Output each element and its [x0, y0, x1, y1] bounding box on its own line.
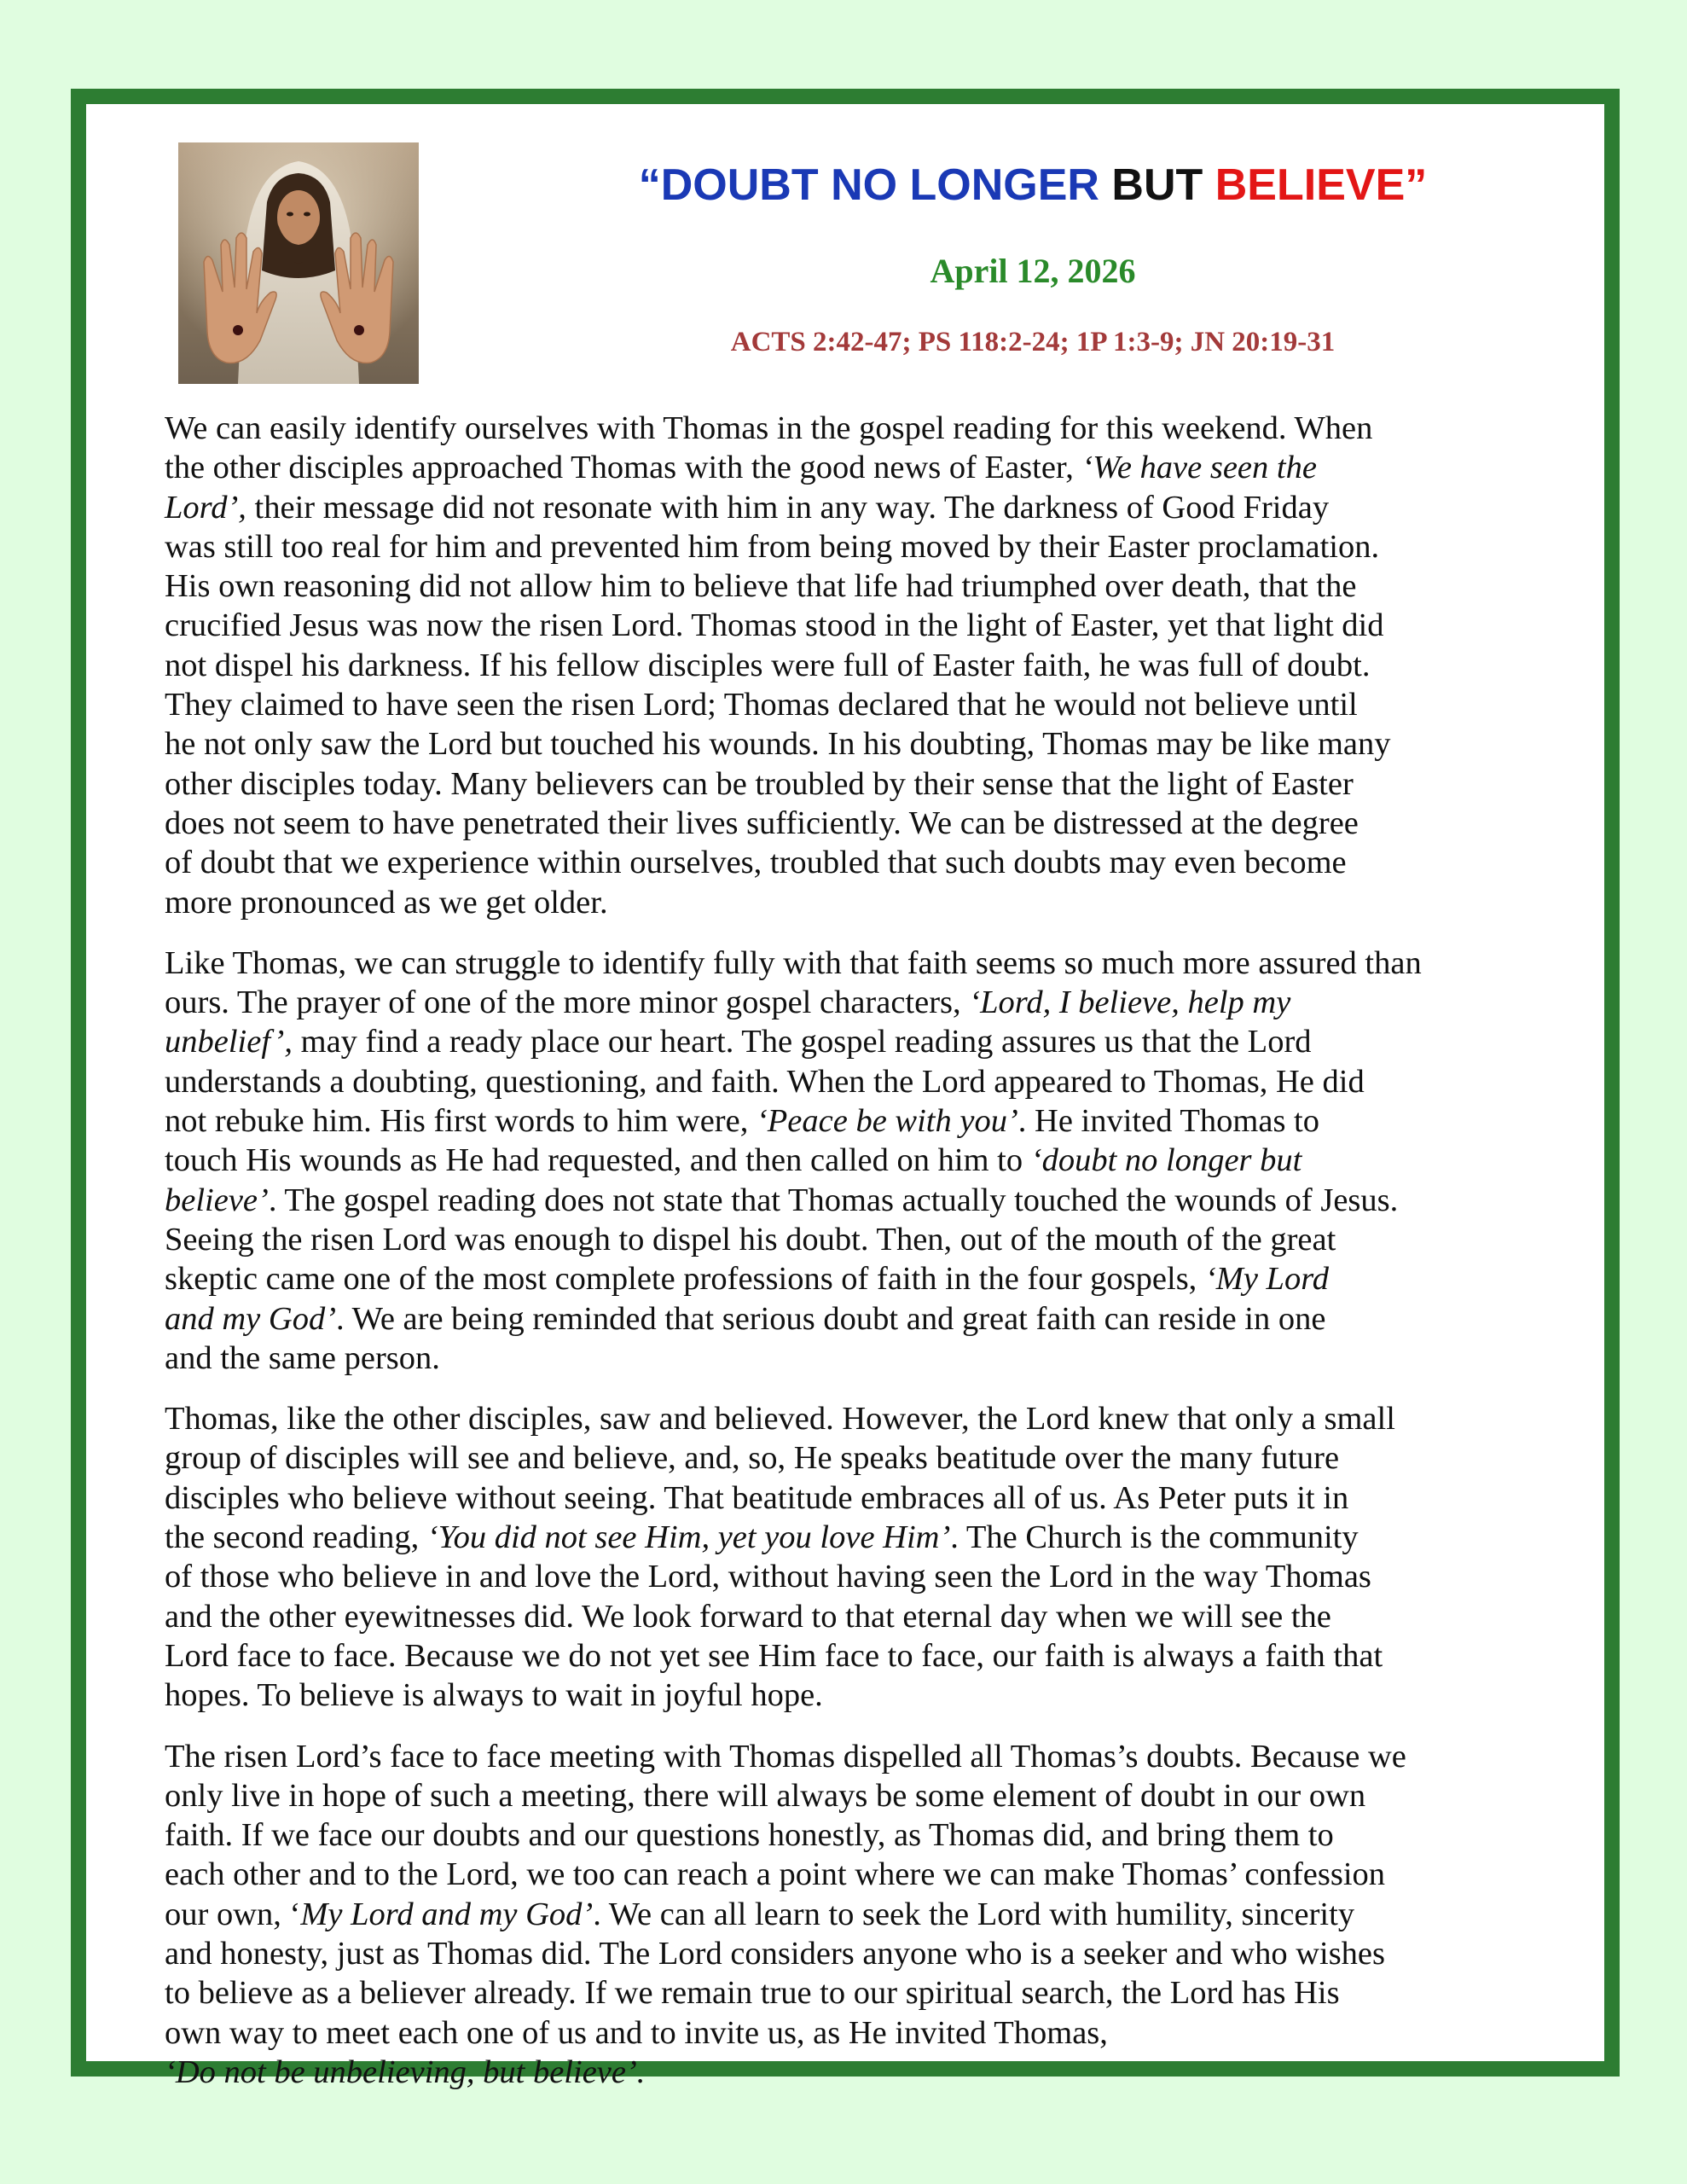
text-run: . The gospel reading does not state that Thomas actually touched the wounds of Jesus.: [268, 1182, 1399, 1218]
reflection-paragraph: [165, 409, 1615, 922]
reflection-body: [165, 409, 1615, 2113]
text-run: each other and to the Lord, we too can reach a point where we can make Thomas’ confession: [165, 1856, 1386, 1893]
text-run: the second reading,: [165, 1519, 427, 1556]
text-run: their message did not resonate with him in any way. The darkness of Good Friday: [246, 489, 1330, 526]
paragraph-line: [165, 1399, 1615, 1438]
paragraph-line: [165, 944, 1615, 983]
paragraph-line: [165, 409, 1615, 448]
title-believe: BELIEVE”: [1215, 160, 1428, 210]
paragraph-line: [165, 1855, 1615, 1894]
text-run: . We can all learn to seek the Lord with humility, sincerity: [593, 1896, 1355, 1932]
text-run: not rebuke him. His first words to him were,: [165, 1103, 757, 1140]
text-run: skeptic came one of the most complete professions of faith in the four gospels,: [165, 1261, 1205, 1298]
text-run: other disciples today. Many believers can be troubled by their sense that the light of Easter: [165, 765, 1354, 802]
paragraph-line: [165, 527, 1615, 566]
date-heading: April 12, 2026: [930, 252, 1136, 290]
paragraph-line: [165, 1299, 1615, 1339]
paragraph-line: [165, 1934, 1615, 1973]
text-run: does not seem to have penetrated their lives sufficiently. We can be distressed at the degree: [165, 804, 1359, 841]
paragraph-line: [165, 1438, 1615, 1478]
text-run: group of disciples will see and believe, and, so, He speaks beatitude over the many future: [165, 1440, 1340, 1477]
title-doubt-no-longer: “DOUBT NO LONGER: [638, 160, 1099, 210]
quoted-scripture-text: ‘You did not see Him, yet you love Him’: [426, 1519, 951, 1556]
text-run: . The Church is the community: [950, 1519, 1359, 1556]
reflection-paragraph: [165, 944, 1615, 1378]
paragraph-line: [165, 883, 1615, 922]
paragraph-line: [165, 2013, 1615, 2053]
quoted-scripture-text: ‘doubt no longer but: [1030, 1142, 1302, 1179]
text-run: our own, ‘: [165, 1896, 301, 1932]
text-run: Seeing the risen Lord was enough to dispel his doubt. Then, out of the mouth of the great: [165, 1221, 1336, 1258]
quoted-scripture-text: unbelief’,: [165, 1024, 293, 1060]
text-run: They claimed to have seen the risen Lord; Thomas declared that he would not believe until: [165, 687, 1358, 723]
paragraph-line: [165, 1141, 1615, 1180]
text-run: was still too real for him and prevented him from being moved by their Easter proclamation.: [165, 528, 1380, 565]
quoted-scripture-text: believe’: [165, 1182, 269, 1218]
text-run: may find a ready place our heart. The gospel reading assures us that the Lord: [293, 1024, 1312, 1060]
text-run: only live in hope of such a meeting, there will always be some element of doubt in our own: [165, 1777, 1366, 1814]
text-run: hopes. To believe is always to wait in joyful hope.: [165, 1677, 823, 1714]
quoted-scripture-text: ‘Lord, I believe, help my: [969, 985, 1291, 1021]
text-run: and the other eyewitnesses did. We look forward to that eternal day when we will see the: [165, 1598, 1331, 1635]
text-run: and the same person.: [165, 1339, 440, 1376]
paragraph-line: [165, 1597, 1615, 1636]
paragraph-line: [165, 1557, 1615, 1596]
paragraph-line: [165, 1895, 1615, 1934]
text-run: to believe as a believer already. If we remain true to our spiritual search, the Lord has His: [165, 1975, 1340, 2012]
text-run: the other disciples approached Thomas with the good news of Easter,: [165, 450, 1082, 486]
text-run: Like Thomas, we can struggle to identify fully with that faith seems so much more assured than: [165, 944, 1422, 981]
quoted-scripture-text: Lord’,: [165, 489, 246, 526]
text-run: Lord face to face. Because we do not yet see Him face to face, our faith is always a faith that: [165, 1637, 1383, 1674]
quoted-scripture-text: ‘We have seen the: [1081, 450, 1317, 486]
text-run: The risen Lord’s face to face meeting with Thomas dispelled all Thomas’s doubts. Because we: [165, 1738, 1406, 1774]
paragraph-line: [165, 1973, 1615, 2013]
text-run: touch His wounds as He had requested, and then called on him to: [165, 1142, 1031, 1179]
text-run: of doubt that we experience within ourselves, troubled that such doubts may even become: [165, 845, 1347, 881]
quoted-scripture-text: My Lord and my God’: [300, 1896, 594, 1932]
paragraph-line: [165, 1220, 1615, 1259]
text-run: His own reasoning did not allow him to believe that life had triumphed over death, that the: [165, 568, 1357, 605]
text-run: ours. The prayer of one of the more minor gospel characters,: [165, 985, 970, 1021]
paragraph-line: [165, 1737, 1615, 1776]
text-run: own way to meet each one of us and to invite us, as He invited Thomas,: [165, 2014, 1108, 2051]
paragraph-line: [165, 1815, 1615, 1855]
text-run: understands a doubting, questioning, and faith. When the Lord appeared to Thomas, He did: [165, 1063, 1365, 1100]
paragraph-line: [165, 1022, 1615, 1061]
paragraph-line: [165, 1259, 1615, 1298]
bulletin-frame: [71, 89, 1620, 2090]
paragraph-line: [165, 685, 1615, 724]
paragraph-line: [165, 2053, 1615, 2092]
page-title: [444, 155, 1621, 215]
text-run: more pronounced as we get older.: [165, 884, 608, 921]
paragraph-line: [165, 488, 1615, 527]
paragraph-line: [165, 1101, 1615, 1141]
quoted-scripture-text: ‘My Lord: [1204, 1261, 1330, 1298]
paragraph-line: [165, 1676, 1615, 1715]
paragraph-line: [165, 983, 1615, 1022]
paragraph-line: [165, 1776, 1615, 1815]
paragraph-line: [165, 646, 1615, 685]
paragraph-line: [165, 606, 1615, 645]
paragraph-line: [165, 724, 1615, 764]
text-run: crucified Jesus was now the risen Lord. Thomas stood in the light of Easter, yet that light did: [165, 607, 1384, 644]
paragraph-line: [165, 1518, 1615, 1557]
reflection-paragraph: [165, 1399, 1615, 1715]
text-run: not dispel his darkness. If his fellow disciples were full of Easter faith, he was full of doubt.: [165, 647, 1371, 683]
paragraph-line: [165, 764, 1615, 804]
text-run: Thomas, like the other disciples, saw and believed. However, the Lord knew that only a small: [165, 1401, 1395, 1438]
text-run: . We are being reminded that serious doubt and great faith can reside in one: [336, 1300, 1326, 1337]
paragraph-line: [165, 1636, 1615, 1676]
quoted-scripture-text: and my God’: [165, 1300, 337, 1337]
risen-christ-image: [178, 142, 419, 384]
text-run: . He invited Thomas to: [1017, 1103, 1319, 1140]
paragraph-line: [165, 566, 1615, 606]
paragraph-line: [165, 843, 1615, 882]
paragraph-line: [165, 1181, 1615, 1220]
text-run: and honesty, just as Thomas did. The Lord considers anyone who is a seeker and who wishes: [165, 1935, 1386, 1972]
reflection-paragraph: [165, 1737, 1615, 2093]
text-run: disciples who believe without seeing. That beatitude embraces all of us. As Peter puts it in: [165, 1479, 1349, 1516]
paragraph-line: [165, 1339, 1615, 1378]
quoted-scripture-text: ‘Do not be unbelieving, but believe’.: [165, 2053, 646, 2090]
paragraph-line: [165, 1062, 1615, 1101]
title-but: BUT: [1111, 160, 1203, 210]
quoted-scripture-text: ‘Peace be with you’: [756, 1103, 1018, 1140]
scripture-readings: ACTS 2:42-47; PS 118:2-24; 1P 1:3-9; JN 20:19-31: [730, 327, 1336, 357]
text-run: faith. If we face our doubts and our questions honestly, as Thomas did, and bring them to: [165, 1817, 1334, 1854]
text-run: he not only saw the Lord but touched his wounds. In his doubting, Thomas may be like many: [165, 726, 1391, 763]
text-run: of those who believe in and love the Lord, without having seen the Lord in the way Thomas: [165, 1559, 1371, 1595]
text-run: We can easily identify ourselves with Thomas in the gospel reading for this weekend. When: [165, 410, 1373, 446]
paragraph-line: [165, 1478, 1615, 1518]
paragraph-line: [165, 804, 1615, 843]
paragraph-line: [165, 448, 1615, 487]
